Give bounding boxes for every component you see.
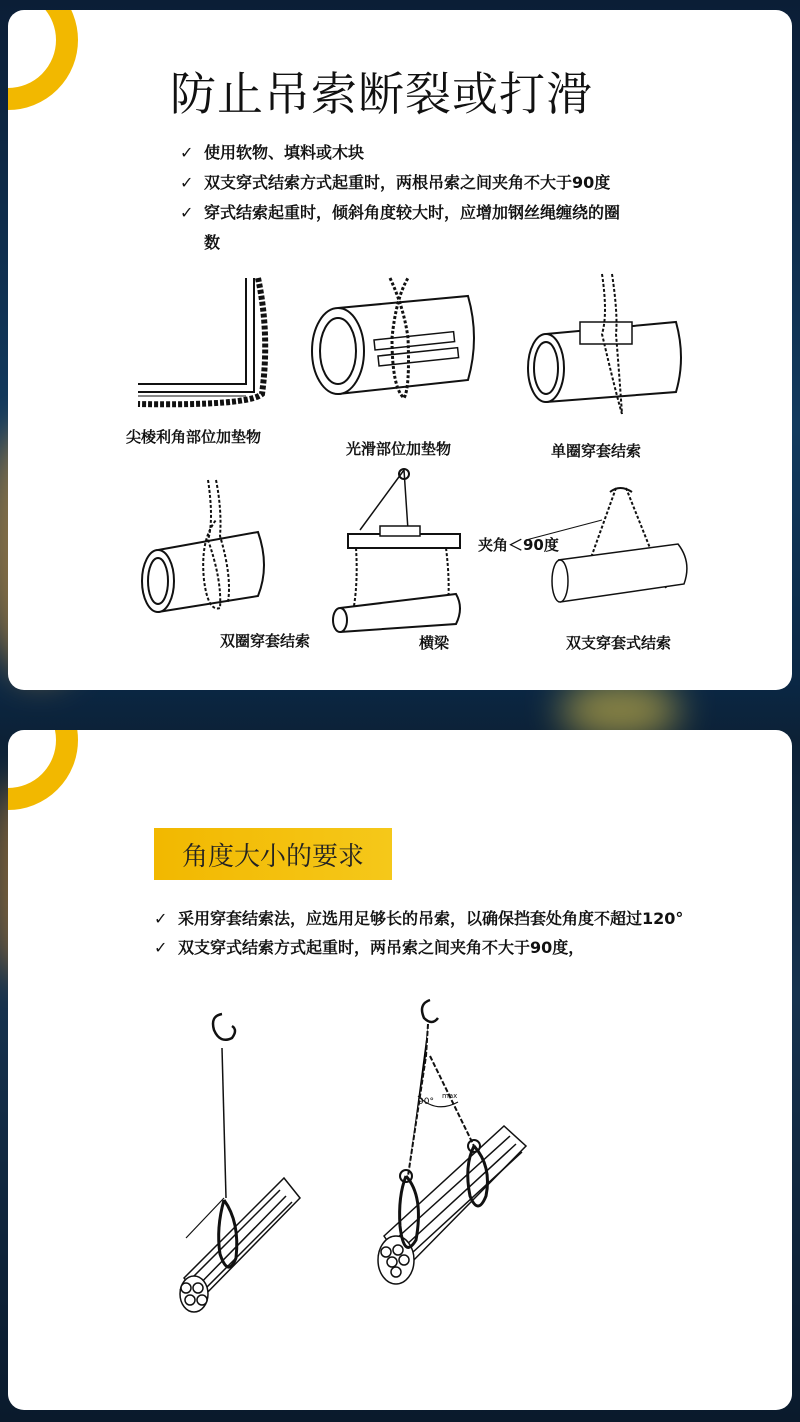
bullet-item: ✓ 穿式结索起重时，倾斜角度较大时，应增加钢丝绳缠绕的圈数 [180,198,620,258]
corner-arc-decoration [8,730,78,810]
check-icon: ✓ [180,173,194,192]
section-banner: 角度大小的要求 [154,828,392,880]
smooth-pipe-illustration [308,278,478,418]
double-wrap-illustration [138,480,278,630]
slide-card-prevent-breakage [8,10,792,690]
bullet-item: ✓ 采用穿套结索法，应选用足够长的吊索，以确保挡套处角度不超过120° [154,904,774,933]
page-title: 防止吊索断裂或打滑 [170,67,593,121]
bullet-item: ✓ 双支穿式结索方式起重时，两吊索之间夹角不大于90度， [154,933,774,962]
label-angle-note: 夹角＜90度 [478,536,559,554]
bullet-list [180,138,620,258]
sharp-edge-illustration [128,274,278,414]
bullet-list [154,904,774,962]
angle-label: 90° [418,1097,434,1107]
bullet-item: ✓ 使用软物、填料或木块 [180,138,620,168]
check-icon: ✓ [154,909,168,928]
check-icon: ✓ [180,203,194,222]
bullet-item: ✓ 双支穿式结索方式起重时，两根吊索之间夹角不大于90度 [180,168,620,198]
double-leg-bundle-illustration [374,996,544,1306]
spreader-beam-illustration [330,460,470,630]
label-double-wrap: 双圈穿套结索 [220,632,311,650]
corner-arc-decoration [8,10,78,110]
choker-bundle-illustration [176,1008,316,1328]
max-label: max [442,1092,458,1100]
label-smooth: 光滑部位加垫物 [346,440,452,458]
label-single-wrap: 单圈穿套结索 [551,442,642,460]
check-icon: ✓ [180,143,194,162]
single-wrap-illustration [526,274,686,424]
label-double-leg: 双支穿套式结索 [566,634,672,652]
label-sharp-edge: 尖棱利角部位加垫物 [126,428,262,446]
double-leg-illustration [548,484,698,624]
check-icon: ✓ [154,938,168,957]
label-beam: 横梁 [419,634,450,652]
